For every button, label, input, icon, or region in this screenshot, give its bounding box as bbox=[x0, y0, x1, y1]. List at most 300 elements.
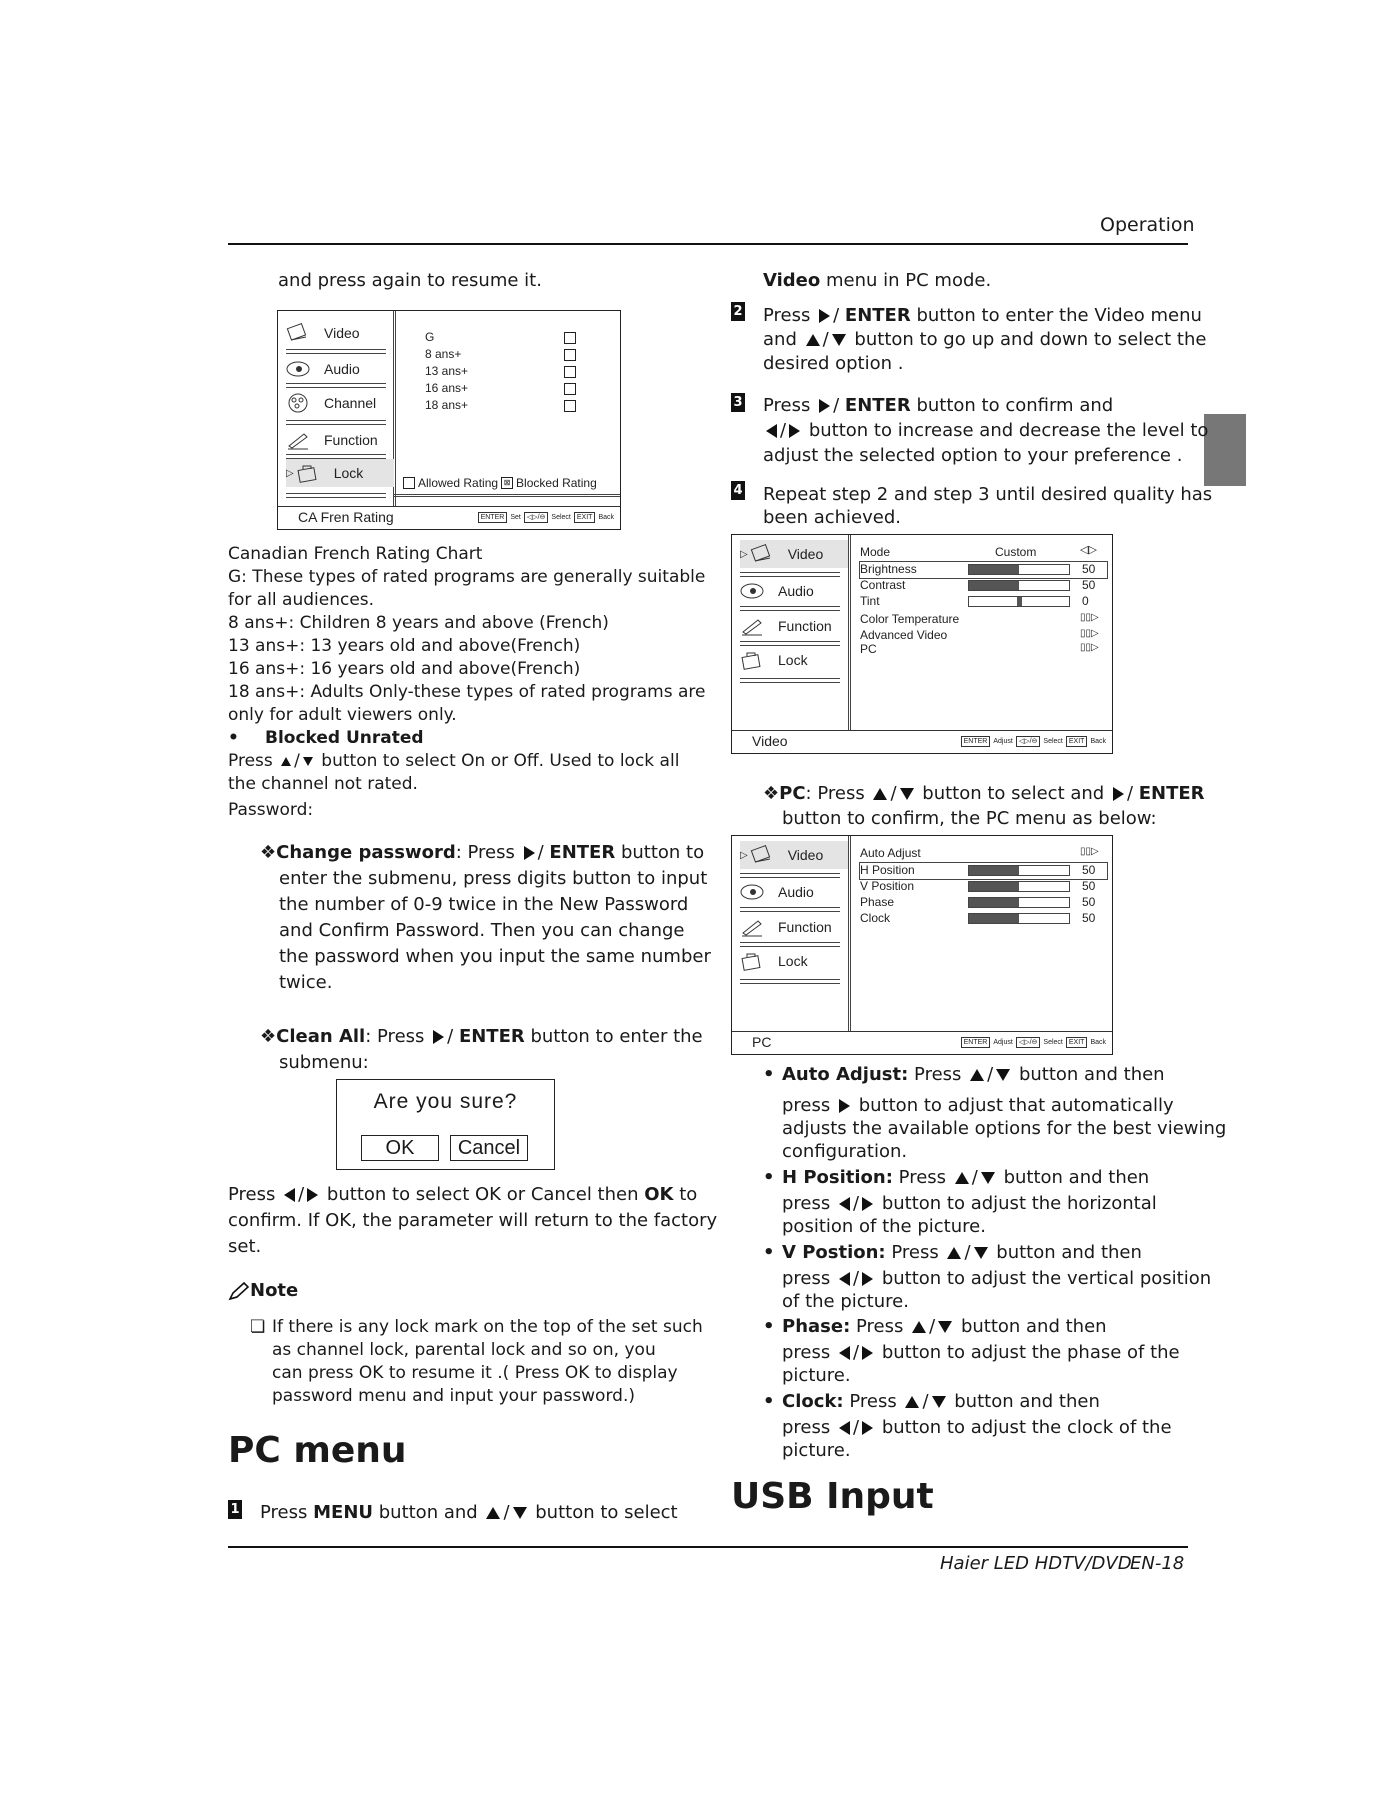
menu-item-audio[interactable] bbox=[740, 577, 848, 605]
clock-line2: press / button to adjust the clock of the bbox=[782, 1417, 1172, 1438]
press-word: Press bbox=[856, 1316, 904, 1337]
cancel-button[interactable]: Cancel bbox=[450, 1135, 528, 1161]
pc-line2: button to confirm, the PC menu as below: bbox=[782, 808, 1157, 829]
slider-fill bbox=[969, 866, 1019, 875]
bullet-icon: • bbox=[763, 1167, 775, 1188]
resume-line: and press again to resume it. bbox=[278, 270, 542, 291]
auto-adjust-line1: Auto Adjust: Press / button and then bbox=[782, 1064, 1165, 1085]
phase-line1: Phase: Press / button and then bbox=[782, 1316, 1107, 1337]
adjust-hint: Adjust bbox=[993, 1039, 1013, 1046]
submenu-color-temperature[interactable]: Color Temperature bbox=[860, 612, 960, 626]
confirm-dialog bbox=[336, 1079, 555, 1170]
h-position-line1: H Position: Press / button and then bbox=[782, 1167, 1150, 1188]
menu-item-function[interactable] bbox=[740, 612, 848, 640]
press-word: Press bbox=[849, 1391, 897, 1412]
rating-checkbox[interactable] bbox=[564, 349, 576, 361]
setting-label: Tint bbox=[860, 594, 880, 608]
setting-label: Clock bbox=[860, 911, 891, 925]
menu-item-channel[interactable] bbox=[286, 389, 394, 417]
menu-separator bbox=[286, 493, 386, 498]
section-tab bbox=[1204, 414, 1246, 486]
footer-product: Haier LED HDTV/DVD bbox=[940, 1553, 1132, 1574]
step2-line3: desired option . bbox=[763, 353, 904, 374]
phase-line3: picture. bbox=[782, 1365, 851, 1386]
usb-input-heading: USB Input bbox=[731, 1476, 934, 1517]
mode-value[interactable]: Custom bbox=[995, 545, 1037, 559]
right-arrow-icon bbox=[839, 1099, 850, 1113]
menu-item-label: Video bbox=[787, 546, 824, 562]
change-password-line1: ❖Change password: Press / ENTER button to bbox=[260, 842, 705, 863]
adjust-hint: Adjust bbox=[993, 738, 1013, 745]
left-arrow-icon bbox=[839, 1421, 850, 1435]
page-number: EN-18 bbox=[1130, 1553, 1185, 1574]
text-run: button to enter the bbox=[530, 1026, 703, 1047]
select-hint: Select bbox=[1043, 1039, 1063, 1046]
rating-8: 8 ans+: Children 8 years and above (French) bbox=[228, 613, 609, 633]
menu-footer bbox=[278, 506, 620, 529]
ok-cancel-line3: set. bbox=[228, 1236, 262, 1257]
submenu-arrow-icon: ▯▯▷ bbox=[1080, 628, 1099, 639]
rating-legend bbox=[403, 476, 597, 490]
press-word: Press bbox=[260, 1502, 308, 1523]
text-run: button and then bbox=[960, 1316, 1107, 1337]
note-line1: If there is any lock mark on the top of the set such bbox=[272, 1317, 703, 1337]
rating-checkbox[interactable] bbox=[564, 383, 576, 395]
clean-all-line1: ❖Clean All: Press / ENTER button to enter the bbox=[260, 1026, 703, 1047]
press-word: press bbox=[782, 1342, 831, 1363]
enter-word: ENTER bbox=[458, 1026, 525, 1047]
menu-separator bbox=[740, 606, 840, 611]
text-run: button and then bbox=[996, 1242, 1142, 1263]
up-arrow-icon bbox=[281, 757, 291, 766]
text-run: button to adjust the clock of the bbox=[881, 1417, 1172, 1438]
setting-value: 50 bbox=[1082, 879, 1096, 893]
ok-button[interactable]: OK bbox=[361, 1135, 439, 1161]
text-run: button to increase and decrease the level to bbox=[808, 420, 1209, 441]
step1-line: Press MENU button and / button to select bbox=[260, 1502, 678, 1523]
slider-fill bbox=[969, 882, 1019, 891]
right-arrow-icon bbox=[819, 309, 830, 323]
blocked-box-icon: ⊠ bbox=[501, 477, 513, 489]
set-hint: Set bbox=[510, 514, 521, 521]
rating-checkbox[interactable] bbox=[564, 332, 576, 344]
menu-item-label: Function bbox=[778, 618, 832, 634]
selector-arrow-icon: ▷ bbox=[740, 548, 748, 560]
v-position-title: V Postion: bbox=[782, 1242, 886, 1263]
right-arrow-icon bbox=[1113, 787, 1124, 801]
diamond-bullet-icon: ❖ bbox=[260, 1026, 277, 1047]
menu-item-video[interactable] bbox=[740, 540, 848, 568]
lock-icon bbox=[296, 463, 320, 483]
rating-13: 13 ans+: 13 years old and above(French) bbox=[228, 636, 581, 656]
menu-separator bbox=[286, 383, 386, 388]
setting-value: 50 bbox=[1082, 863, 1096, 877]
setting-label: V Position bbox=[860, 879, 915, 893]
setting-value: 50 bbox=[1082, 911, 1096, 925]
text-run: button to select and bbox=[922, 783, 1105, 804]
note-line2: as channel lock, parental lock and so on, you bbox=[272, 1340, 656, 1360]
rating-18-line1: 18 ans+: Adults Only-these types of rated programs are bbox=[228, 682, 706, 702]
press-word: Press bbox=[228, 751, 273, 771]
menu-item-label: Audio bbox=[324, 361, 360, 377]
menu-sidebar bbox=[278, 311, 396, 507]
up-arrow-icon bbox=[806, 334, 820, 346]
menu-item-label: Lock bbox=[333, 465, 364, 481]
auto-adjust-item[interactable]: Auto Adjust bbox=[860, 846, 921, 860]
menu-item-video[interactable] bbox=[286, 319, 394, 347]
bullet-icon: • bbox=[763, 1316, 775, 1337]
rating-16: 16 ans+: 16 years old and above(French) bbox=[228, 659, 581, 679]
lock-icon bbox=[740, 650, 764, 670]
menu-item-label: Audio bbox=[778, 583, 814, 599]
down-arrow-icon bbox=[932, 1396, 946, 1408]
allowed-label: Allowed Rating bbox=[418, 476, 499, 490]
down-arrow-icon bbox=[832, 334, 846, 346]
auto-adjust-line2 bbox=[782, 1094, 1174, 1117]
pc-word: PC bbox=[779, 783, 806, 804]
step-number-3: 3 bbox=[731, 393, 745, 412]
back-hint: Back bbox=[1090, 1039, 1106, 1046]
back-hint: Back bbox=[598, 514, 614, 521]
bullet-icon: • bbox=[763, 1391, 775, 1412]
text-run: button and then bbox=[954, 1391, 1100, 1412]
slider-fill bbox=[969, 914, 1019, 923]
setting-value: 0 bbox=[1082, 594, 1089, 608]
menu-separator bbox=[286, 420, 386, 425]
menu-item-label: Lock bbox=[778, 652, 808, 668]
submenu-pc[interactable]: PC bbox=[860, 642, 877, 656]
up-arrow-icon bbox=[947, 1247, 961, 1259]
note-heading bbox=[228, 1279, 298, 1302]
selector-arrow-icon: ▷ bbox=[286, 467, 294, 479]
press-word: press bbox=[782, 1193, 831, 1214]
nav-keys-icon: ◁▷/⊖ bbox=[1016, 1037, 1041, 1048]
lock-menu-screen bbox=[277, 310, 621, 530]
menu-item-label: Video bbox=[324, 325, 360, 341]
text-run: button to adjust the vertical position bbox=[881, 1268, 1212, 1289]
running-header: Operation bbox=[1100, 214, 1195, 236]
text-run: : Press bbox=[365, 1026, 425, 1047]
change-password-line6: twice. bbox=[279, 972, 333, 993]
menu-separator bbox=[740, 979, 840, 984]
nav-keys-icon: ◁▷/⊖ bbox=[524, 512, 549, 523]
ok-word: OK bbox=[644, 1184, 674, 1205]
menu-item-label: Function bbox=[778, 919, 832, 935]
allowed-box-icon bbox=[403, 477, 415, 489]
h-position-line3: position of the picture. bbox=[782, 1216, 986, 1237]
enter-key: ENTER bbox=[961, 736, 991, 747]
tint-slider[interactable] bbox=[968, 596, 1070, 607]
rating-g-line2: for all audiences. bbox=[228, 590, 375, 610]
select-hint: Select bbox=[1043, 738, 1063, 745]
auto-adjust-line4: configuration. bbox=[782, 1141, 908, 1162]
exit-key: EXIT bbox=[1066, 1037, 1088, 1048]
right-arrow-icon bbox=[862, 1346, 873, 1360]
menu-sidebar bbox=[732, 535, 851, 731]
right-arrow-icon bbox=[789, 424, 800, 438]
menu-item-label: Audio bbox=[778, 884, 814, 900]
right-arrow-icon bbox=[524, 846, 535, 860]
slider-tick bbox=[1017, 597, 1022, 606]
text-run: : Press bbox=[455, 842, 515, 863]
v-position-line3: of the picture. bbox=[782, 1291, 909, 1312]
menu-item-audio[interactable] bbox=[286, 355, 394, 383]
clean-all-line2: submenu: bbox=[279, 1052, 369, 1073]
key-hints bbox=[961, 1037, 1106, 1048]
rating-label: 13 ans+ bbox=[425, 364, 469, 378]
text-run: to bbox=[679, 1184, 698, 1205]
text-run: button to confirm and bbox=[916, 395, 1114, 416]
key-hints bbox=[478, 512, 614, 523]
slider-fill bbox=[969, 565, 1019, 574]
setting-label: H Position bbox=[860, 863, 915, 877]
note-line4: password menu and input your password.) bbox=[272, 1386, 635, 1406]
menu-item-function[interactable] bbox=[740, 913, 848, 941]
change-password-line5: the password when you input the same number bbox=[279, 946, 711, 967]
up-arrow-icon bbox=[905, 1396, 919, 1408]
change-password-line3: the number of 0-9 twice in the New Password bbox=[279, 894, 689, 915]
press-word: Press bbox=[763, 395, 811, 416]
phase-slider[interactable] bbox=[968, 897, 1070, 908]
footer-label: Video bbox=[752, 733, 788, 749]
step4-line1: Repeat step 2 and step 3 until desired quality has bbox=[763, 484, 1213, 505]
clock-line3: picture. bbox=[782, 1440, 851, 1461]
clock-title: Clock: bbox=[782, 1391, 844, 1412]
submenu-arrow-icon: ▯▯▷ bbox=[1080, 612, 1099, 623]
step-number-4: 4 bbox=[731, 481, 745, 500]
mode-label: Mode bbox=[860, 545, 891, 559]
back-hint: Back bbox=[1090, 738, 1106, 745]
pencil-note-icon bbox=[228, 1281, 250, 1301]
left-arrow-icon bbox=[284, 1188, 295, 1202]
menu-item-audio[interactable] bbox=[740, 878, 848, 906]
exit-key: EXIT bbox=[574, 512, 596, 523]
footer-label: PC bbox=[752, 1034, 772, 1050]
auto-adjust-title: Auto Adjust: bbox=[782, 1064, 909, 1085]
video-icon bbox=[750, 544, 774, 564]
pc-line1: ❖PC: Press / button to select and / ENTER bbox=[763, 783, 1205, 804]
menu-sidebar bbox=[732, 836, 851, 1032]
up-arrow-icon bbox=[955, 1172, 969, 1184]
menu-item-label: Channel bbox=[324, 395, 377, 411]
clean-all-title: Clean All bbox=[276, 1026, 366, 1047]
video-icon bbox=[286, 323, 310, 343]
lock-icon bbox=[740, 951, 764, 971]
right-arrow-icon bbox=[433, 1030, 444, 1044]
video-icon bbox=[750, 845, 774, 865]
bullet-icon: • bbox=[228, 728, 239, 748]
diamond-bullet-icon: ❖ bbox=[260, 842, 277, 863]
change-password-line2: enter the submenu, press digits button to input bbox=[279, 868, 708, 889]
menu-item-video[interactable] bbox=[740, 841, 848, 869]
select-hint: Select bbox=[551, 514, 571, 521]
text-run: and bbox=[763, 329, 797, 350]
auto-adjust-line3: adjusts the available options for the best viewing bbox=[782, 1118, 1227, 1139]
submenu-arrow-icon: ▯▯▷ bbox=[1080, 846, 1099, 857]
h-position-line2: press / button to adjust the horizontal bbox=[782, 1193, 1157, 1214]
press-word: Press bbox=[914, 1064, 962, 1085]
text-run: menu in PC mode. bbox=[825, 270, 992, 291]
menu-item-lock[interactable] bbox=[740, 646, 848, 674]
up-arrow-icon bbox=[912, 1321, 926, 1333]
v-position-line2: press / button to adjust the vertical position bbox=[782, 1268, 1212, 1289]
legend-rule bbox=[394, 494, 620, 497]
clock-slider[interactable] bbox=[968, 913, 1070, 924]
down-arrow-icon bbox=[996, 1069, 1010, 1081]
pc-menu-screen bbox=[731, 835, 1113, 1055]
step3-line1: Press / ENTER button to confirm and bbox=[763, 395, 1114, 416]
step2-line2: and / button to go up and down to select the bbox=[763, 329, 1207, 350]
enter-key: ENTER bbox=[478, 512, 508, 523]
audio-icon bbox=[286, 359, 310, 379]
text-run: button and bbox=[378, 1502, 478, 1523]
right-arrow-icon bbox=[862, 1421, 873, 1435]
v-position-slider[interactable] bbox=[968, 881, 1070, 892]
text-run: button and then bbox=[1003, 1167, 1150, 1188]
down-arrow-icon bbox=[900, 788, 914, 800]
menu-item-lock[interactable] bbox=[740, 947, 848, 975]
video-menu-screen bbox=[731, 534, 1113, 754]
blocked-unrated-line2: the channel not rated. bbox=[228, 774, 418, 794]
setting-label: Contrast bbox=[860, 578, 906, 592]
function-icon bbox=[740, 917, 764, 937]
bullet-icon: • bbox=[763, 1064, 775, 1085]
rating-checkbox[interactable] bbox=[564, 400, 576, 412]
mode-arrows-icon[interactable]: ◁▷ bbox=[1080, 544, 1097, 556]
pc-menu-heading: PC menu bbox=[228, 1430, 407, 1471]
audio-icon bbox=[740, 882, 764, 902]
step2-line1: Press / ENTER button to enter the Video menu bbox=[763, 305, 1202, 326]
submenu-arrow-icon: ▯▯▷ bbox=[1080, 642, 1099, 653]
up-arrow-icon bbox=[970, 1069, 984, 1081]
text-run: button and then bbox=[1018, 1064, 1165, 1085]
setting-label: Phase bbox=[860, 895, 895, 909]
right-arrow-icon bbox=[819, 399, 830, 413]
left-arrow-icon bbox=[766, 424, 777, 438]
ok-cancel-line2: confirm. If OK, the parameter will return to the factory bbox=[228, 1210, 718, 1231]
v-position-line1: V Postion: Press / button and then bbox=[782, 1242, 1142, 1263]
header-rule bbox=[228, 243, 1188, 245]
step4-line2: been achieved. bbox=[763, 507, 901, 528]
down-arrow-icon bbox=[981, 1172, 995, 1184]
menu-separator bbox=[740, 907, 840, 912]
slider-fill bbox=[969, 581, 1019, 590]
text-run: : Press bbox=[805, 783, 865, 804]
menu-item-label: Video bbox=[787, 847, 824, 863]
rating-label: 16 ans+ bbox=[425, 381, 469, 395]
menu-footer bbox=[732, 730, 1112, 753]
press-word: Press bbox=[763, 305, 811, 326]
down-arrow-icon bbox=[303, 757, 313, 766]
change-password-title: Change password bbox=[276, 842, 456, 863]
down-arrow-icon bbox=[513, 1507, 527, 1519]
rating-18-line2: only for adult viewers only. bbox=[228, 705, 457, 725]
diamond-bullet-icon: ❖ bbox=[763, 783, 780, 804]
step-number-2: 2 bbox=[731, 302, 745, 321]
footer-label: CA Fren Rating bbox=[298, 509, 394, 525]
phase-title: Phase: bbox=[782, 1316, 851, 1337]
setting-value: 50 bbox=[1082, 562, 1096, 576]
menu-item-lock[interactable] bbox=[286, 459, 394, 487]
ok-cancel-line1: Press / button to select OK or Cancel then OK to bbox=[228, 1184, 698, 1205]
rating-label: 18 ans+ bbox=[425, 398, 469, 412]
rating-checkbox[interactable] bbox=[564, 366, 576, 378]
enter-word: ENTER bbox=[844, 305, 911, 326]
press-word: Press bbox=[228, 1184, 276, 1205]
submenu-advanced-video[interactable]: Advanced Video bbox=[860, 628, 948, 642]
press-word: press bbox=[782, 1268, 831, 1289]
step3-line3: adjust the selected option to your preference . bbox=[763, 445, 1183, 466]
text-run: button to go up and down to select the bbox=[854, 329, 1207, 350]
press-word: Press bbox=[891, 1242, 939, 1263]
text-run: button to select bbox=[535, 1502, 678, 1523]
nav-keys-icon: ◁▷/⊖ bbox=[1016, 736, 1041, 747]
enter-word: ENTER bbox=[844, 395, 911, 416]
left-arrow-icon bbox=[839, 1197, 850, 1211]
setting-value: 50 bbox=[1082, 895, 1096, 909]
blocked-unrated-line1: Press / button to select On or Off. Used to lock all bbox=[228, 751, 680, 771]
contrast-slider[interactable] bbox=[968, 580, 1070, 591]
h-position-slider[interactable] bbox=[968, 865, 1070, 876]
rating-chart-title: Canadian French Rating Chart bbox=[228, 544, 483, 564]
text-run: button to adjust the horizontal bbox=[881, 1193, 1157, 1214]
down-arrow-icon bbox=[938, 1321, 952, 1333]
menu-item-function[interactable] bbox=[286, 426, 394, 454]
note-title: Note bbox=[250, 1280, 299, 1301]
menu-item-label: Function bbox=[324, 432, 378, 448]
dialog-question: Are you sure? bbox=[373, 1090, 518, 1113]
audio-icon bbox=[740, 581, 764, 601]
press-word: Press bbox=[898, 1167, 947, 1188]
video-word: Video bbox=[763, 270, 821, 291]
enter-word: ENTER bbox=[1138, 783, 1205, 804]
function-icon bbox=[740, 616, 764, 636]
text-run: button to select OK or Cancel then bbox=[326, 1184, 639, 1205]
exit-key: EXIT bbox=[1066, 736, 1088, 747]
bullet-icon: • bbox=[763, 1242, 775, 1263]
selector-arrow-icon: ▷ bbox=[740, 849, 748, 861]
text-run: button to adjust that automatically bbox=[858, 1095, 1174, 1116]
menu-separator bbox=[286, 349, 386, 354]
enter-word: ENTER bbox=[549, 842, 616, 863]
text-run: button to enter the Video menu bbox=[916, 305, 1202, 326]
function-icon bbox=[286, 430, 310, 450]
press-word: press bbox=[782, 1417, 831, 1438]
right-arrow-icon bbox=[862, 1197, 873, 1211]
blocked-unrated-title: Blocked Unrated bbox=[265, 728, 424, 748]
footer-rule bbox=[228, 1546, 1188, 1548]
text-run: button to select On or Off. Used to lock all bbox=[321, 751, 680, 771]
text-run: button to adjust the phase of the bbox=[881, 1342, 1180, 1363]
up-arrow-icon bbox=[873, 788, 887, 800]
left-arrow-icon bbox=[839, 1346, 850, 1360]
enter-key: ENTER bbox=[961, 1037, 991, 1048]
down-arrow-icon bbox=[974, 1247, 988, 1259]
rating-label: G bbox=[425, 330, 435, 344]
up-arrow-icon bbox=[486, 1507, 500, 1519]
clock-line1: Clock: Press / button and then bbox=[782, 1391, 1100, 1412]
menu-item-label: Lock bbox=[778, 953, 808, 969]
step-number-1: 1 bbox=[228, 1500, 242, 1519]
phase-line2: press / button to adjust the phase of the bbox=[782, 1342, 1180, 1363]
blocked-label: Blocked Rating bbox=[516, 476, 597, 490]
right-arrow-icon bbox=[862, 1272, 873, 1286]
setting-value: 50 bbox=[1082, 578, 1096, 592]
brightness-slider[interactable] bbox=[968, 564, 1070, 575]
press-word: press bbox=[782, 1095, 831, 1116]
note-line3: can press OK to resume it .( Press OK to display bbox=[272, 1363, 678, 1383]
slider-fill bbox=[969, 898, 1019, 907]
